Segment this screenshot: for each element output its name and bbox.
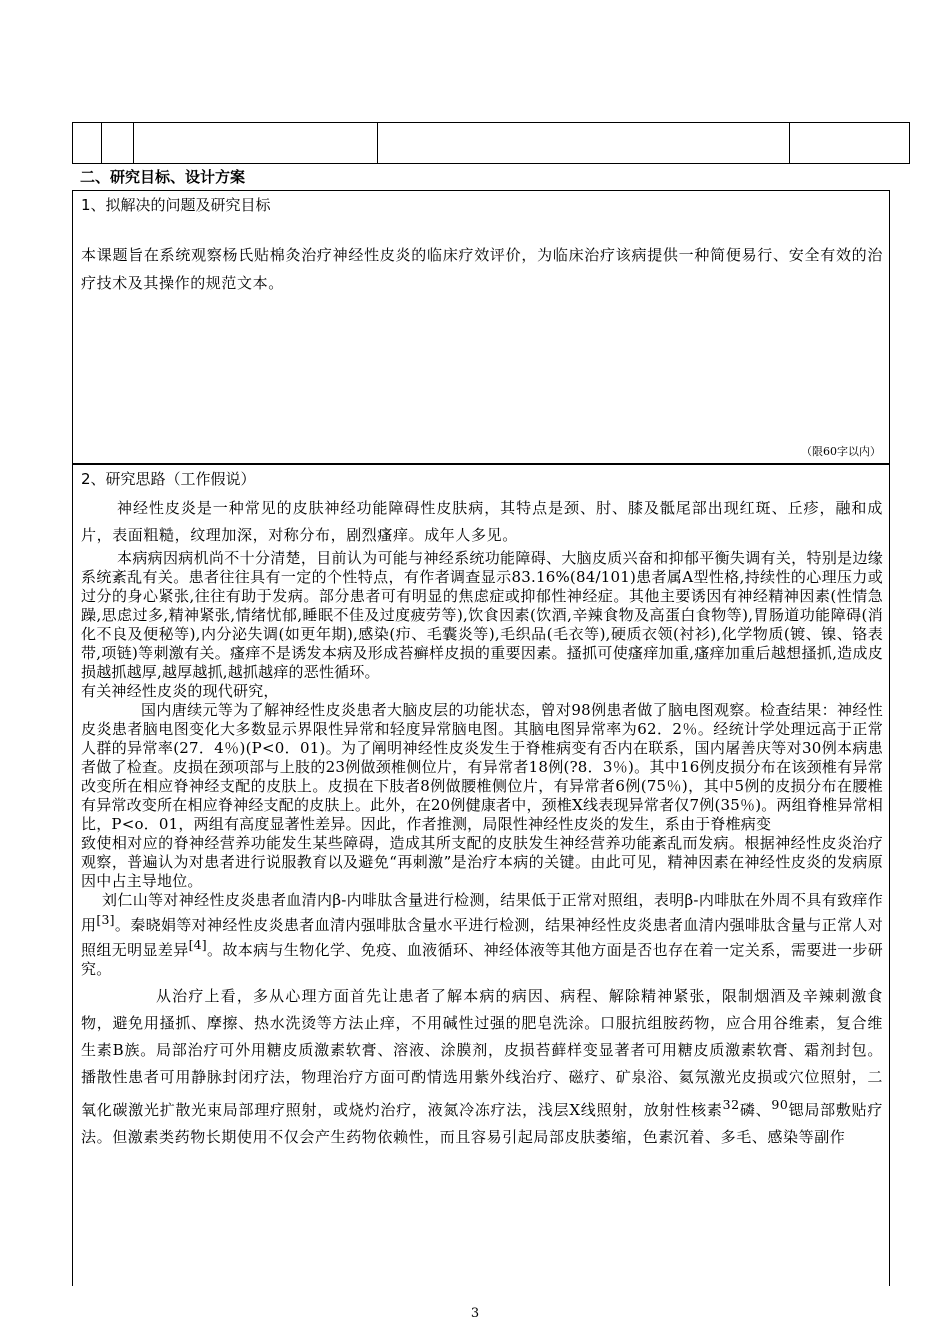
text-run: 。故本病与生物化学、免疫、血液循环、神经体液等其他方面是否也存在着一定关系，需要进一步研究。: [81, 941, 884, 978]
word-limit-note: （限60字以内）: [801, 445, 881, 458]
text-run: 从治疗上看，多从心理方面首先让患者了解本病的病因、病程、解除精神紧张，限制烟酒及辛辣刺激食物，避免用搔抓、摩擦、热水洗烫等方法止痒，不用碱性过强的肥皂洗涂。口服抗组胺药物，应合用谷维素，复合维生素B族。局部治疗可外用糖皮质激素软膏、溶液、涂膜剂，皮损苔藓样变显著者可用糖皮质激素软膏、霜剂封包。播散性患者可用静脉封闭疗法，物理治疗方面可酌情选用紫外线治疗、磁疗、矿泉浴、氦氖激光皮损或穴位照射，二氧化碳激光扩散光束局部理疗照射，或烧灼治疗，液氮冷冻疗法，浅层X线照射，放射性核素: [81, 987, 883, 1119]
section-heading: 二、研究目标、设计方案: [80, 168, 246, 186]
research-goal-box: [72, 190, 890, 464]
table-divider: [101, 123, 102, 163]
research-idea-content: [81, 495, 883, 1151]
text-run: 锶局部敷贴疗法。但激素类药物长期使用不仅会产生药物依赖性，而且容易引起局部皮肤萎缩，色素沉着、多毛、感染等副作: [81, 1101, 883, 1146]
research-idea-box: [72, 464, 890, 1286]
research-goal-text: 本课题旨在系统观察杨氏贴棉灸治疗神经性皮炎的临床疗效评价，为临床治疗该病提供一种简便易行、安全有效的治疗技术及其操作的规范文本。: [81, 246, 883, 292]
superscript: 32: [722, 1097, 740, 1112]
text-run: 。秦晓娟等对神经性皮炎患者血清内强啡肽含量水平进行检测，结果神经性皮炎患者血清内强啡肽含量与正常人对照组无明显差异: [81, 916, 883, 959]
paragraph: 国内唐续元等为了解神经性皮炎患者大脑皮层的功能状态，曾对98例患者做了脑电图观察。检查结果：神经性皮炎患者脑电图变化大多数显示界限性异常和轻度异常脑电图。其脑电图异常率为62．2％。经统计学处理远高于正常人群的异常率(27．4％)(P<0．01)。为了阐明神经性皮炎发生于脊椎病变有否内在联系，国内屠善庆等对30例本病患者做了检查。皮损在颈项部与上肢的23例做颈椎侧位片，有异常者18例(?8．3％)。其中16例皮损分布在该颈椎有异常改变所在相应脊神经支配的皮肤上。皮损在下肢者8例做腰椎侧位片，有异常者6例(75％)，其中5例的皮损分布在腰椎有异常改变所在相应脊神经支配的皮肤上。此外，在20例健康者中，颈椎X线表现异常者仅7例(35％)。两组脊椎异常相比，P<o．01，两组有高度显著性差异。因此，作者推测，局限性神经性皮炎的发生，系由于脊椎病变: [81, 701, 883, 833]
paragraph: 本病病因病机尚不十分清楚，目前认为可能与神经系统功能障碍、大脑皮质兴奋和抑郁平衡失调有关，特别是边缘系统紊乱有关。患者往往具有一定的个性特点，有作者调查显示83.16%(84/101)患者属A型性格,持续性的心理压力或过分的身心紧张,往往有助于发病。部分患者可有明显的焦虑症或抑郁性神经症。其他主要诱因有神经精神因素(性情急躁,思虑过多,精神紧张,情绪忧郁,睡眠不佳及过度疲劳等),饮食因素(饮酒,辛辣食物及高蛋白食物等),胃肠道功能障碍(消化不良及便秘等),内分泌失调(如更年期),感染(疖、毛囊炎等),毛织品(毛衣等),硬质衣领(衬衫),化学物质(镀、镍、铬表带,项链)等刺激有关。瘙痒不是诱发本病及形成苔癣样皮损的重要因素。搔抓可使瘙痒加重,瘙痒加重后越想搔抓,造成皮损越抓越厚,越厚越抓,越抓越痒的恶性循环。: [81, 549, 883, 681]
text-run: 磷、: [739, 1101, 772, 1119]
box-title: 2、研究思路（工作假说）: [81, 470, 256, 488]
paragraph: 神经性皮炎是一种常见的皮肤神经功能障碍性皮肤病，其特点是颈、肘、膝及骶尾部出现红斑、丘疹，融和成片，表面粗糙，纹理加深，对称分布，剧烈瘙痒。成年人多见。: [81, 499, 883, 544]
top-table-fragment: [72, 122, 910, 164]
paragraph: [81, 983, 883, 1151]
table-divider: [133, 123, 134, 163]
table-divider: [789, 123, 790, 163]
superscript: 90: [771, 1097, 789, 1112]
citation: [4]: [188, 937, 207, 952]
text-run: 刘仁山等对神经性皮炎患者血清内β-内啡肽含量进行检测，结果低于正常对照组，表明β-内啡肽在外周不具有致痒作用: [81, 891, 883, 934]
page-number: 3: [470, 1306, 480, 1321]
paragraph: 致使相对应的脊神经营养功能发生某些障碍，造成其所支配的皮肤发生神经营养功能紊乱而发病。根据神经性皮炎治疗观察，普遍认为对患者进行说服教育以及避免“再刺激”是治疗本病的关键。由此可见，精神因素在神经性皮炎的发病原因中占主导地位。: [81, 834, 883, 890]
table-divider: [377, 123, 378, 163]
citation: [3]: [96, 912, 115, 927]
box-title: 1、拟解决的问题及研究目标: [81, 196, 271, 214]
paragraph: [81, 891, 883, 979]
paragraph: 有关神经性皮炎的现代研究，: [81, 682, 279, 700]
